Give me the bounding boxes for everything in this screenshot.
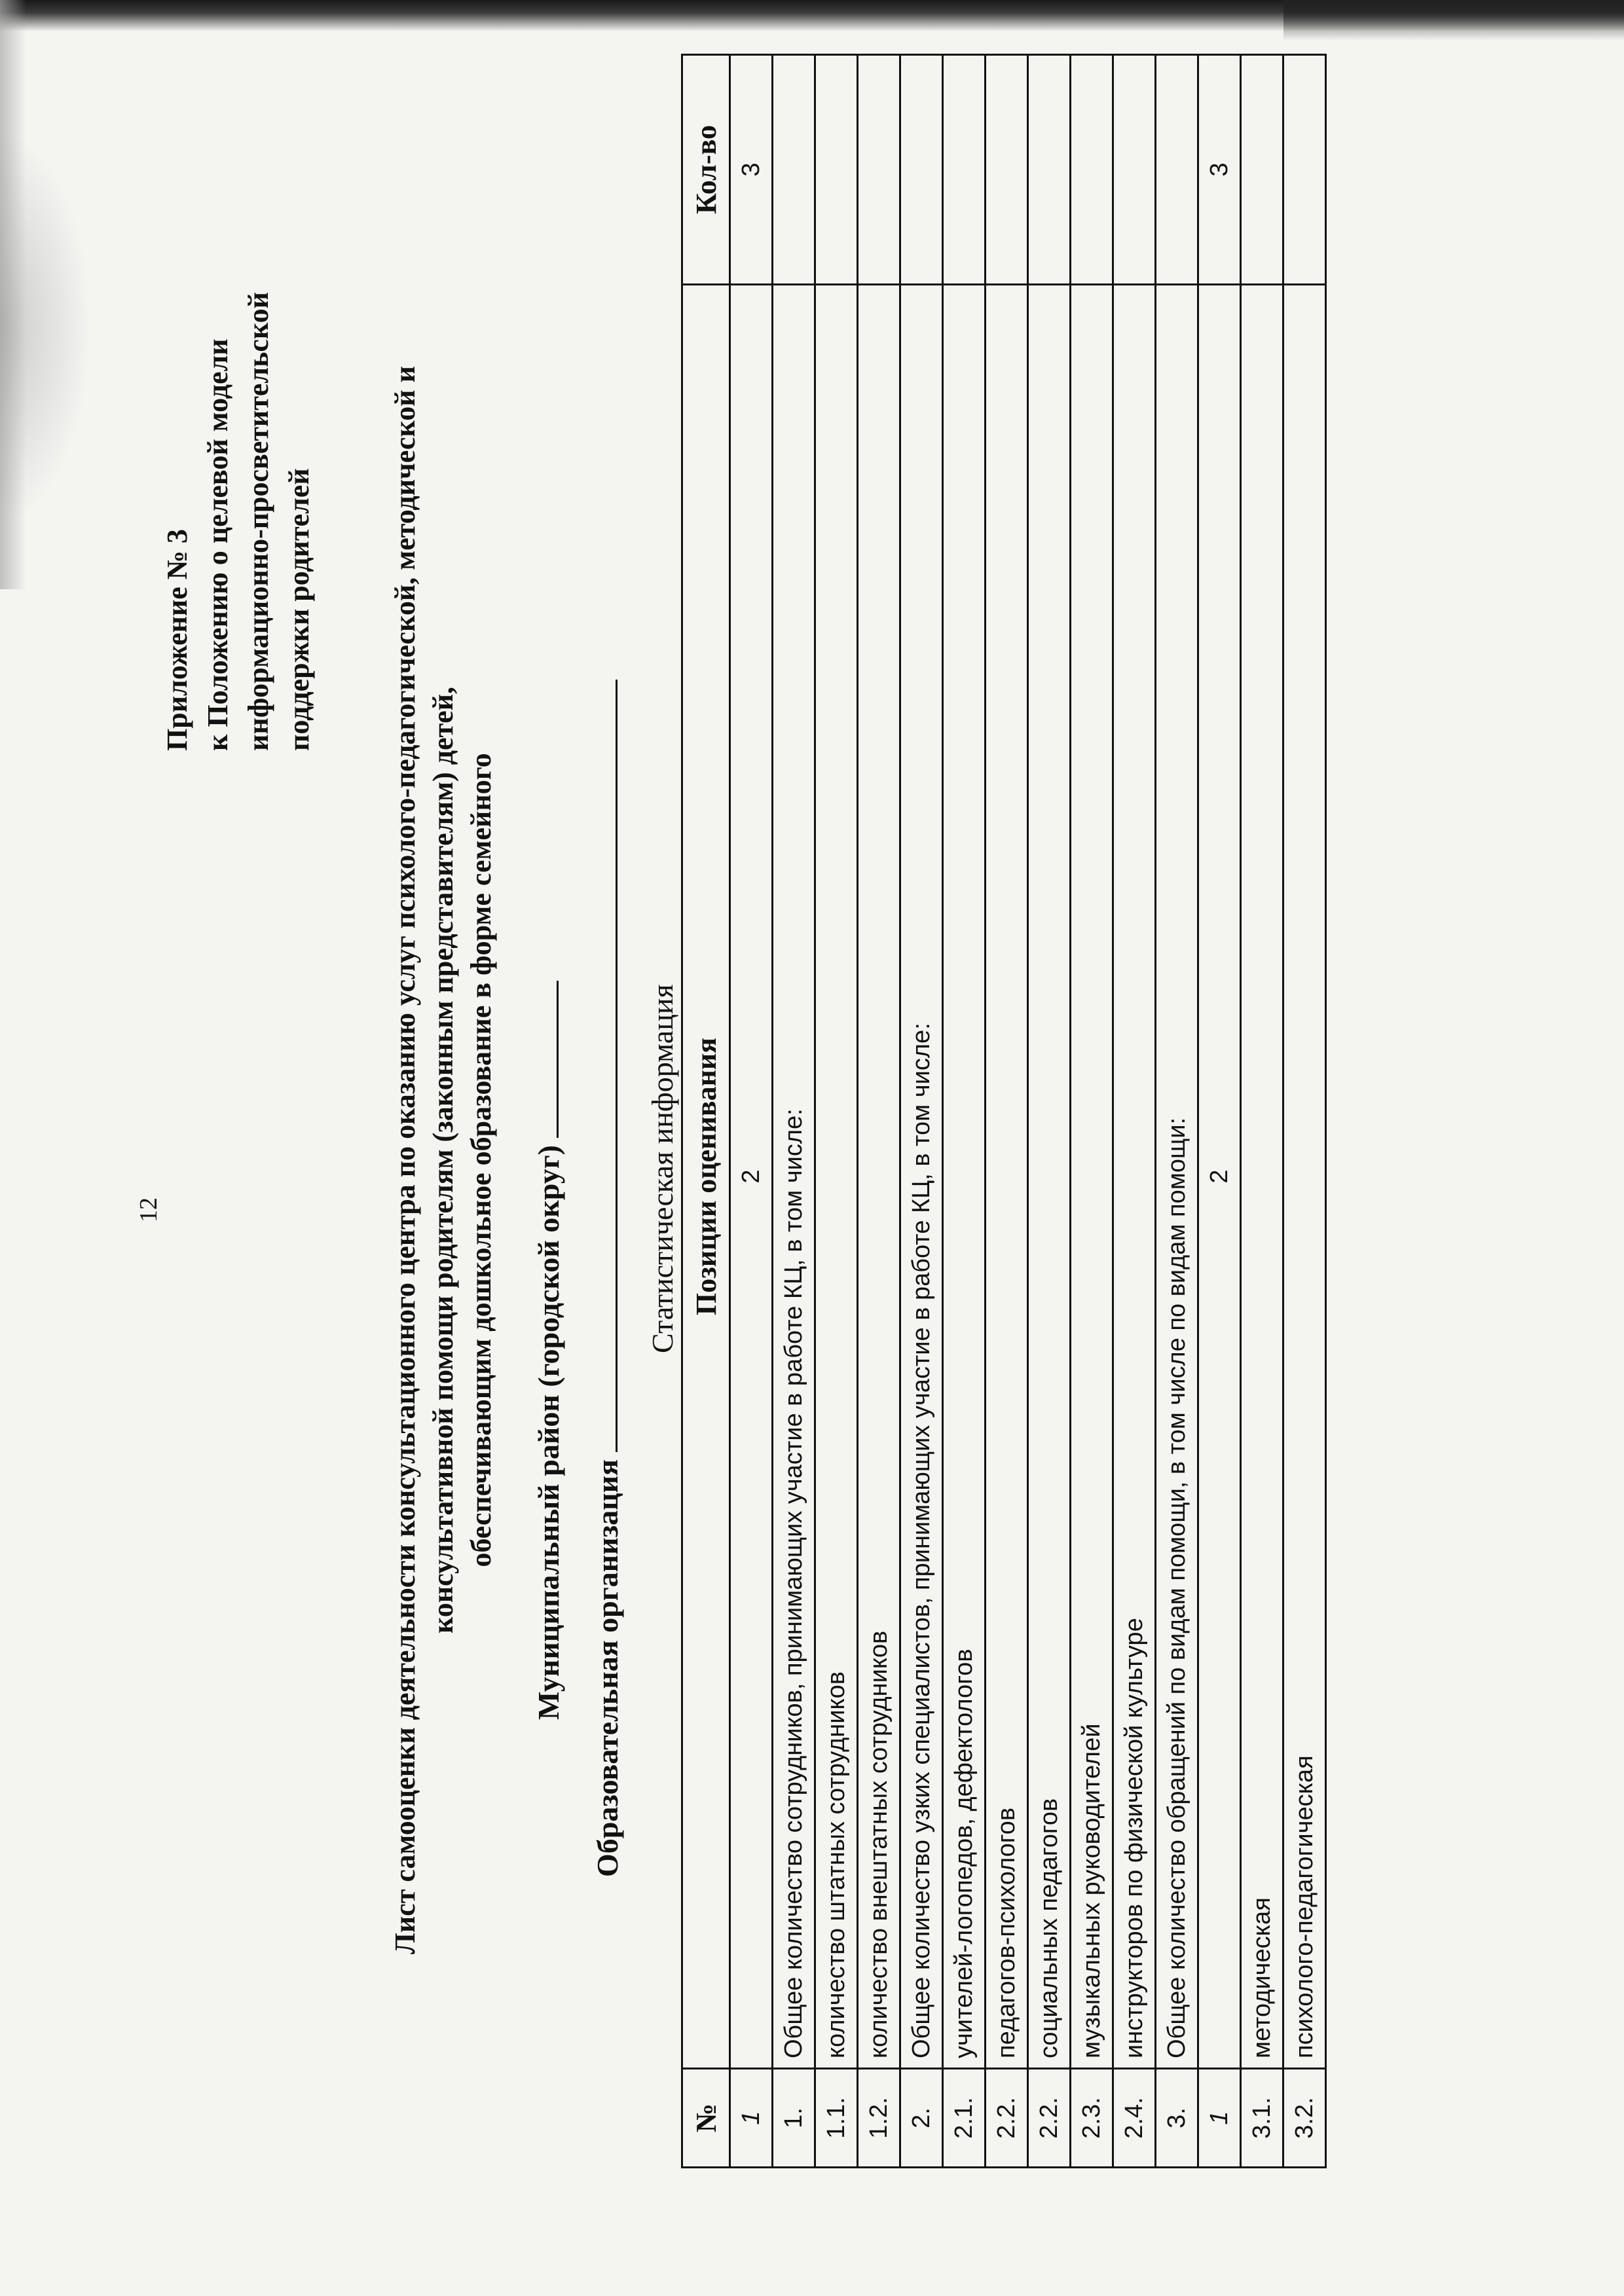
statistics-table <box>681 54 1327 2168</box>
table-row <box>1198 55 1241 2168</box>
row-number: 1.1. <box>815 2069 858 2168</box>
row-quantity[interactable] <box>1241 55 1283 285</box>
municipal-district-label: Муниципальный район (городской округ) <box>532 1145 565 1720</box>
table-row <box>986 55 1028 2168</box>
appendix-line: к Положению о целевой модели <box>202 338 234 751</box>
header-position: Позиции оценивания <box>682 285 730 2069</box>
row-position: Общее количество узких специалистов, принимающих участие в работе КЦ, в том числе: <box>900 285 943 2069</box>
row-quantity[interactable] <box>900 55 943 285</box>
page-number: 12 <box>135 1197 162 1222</box>
row-number: 2.2. <box>986 2069 1028 2168</box>
row-quantity[interactable] <box>1071 55 1113 285</box>
municipal-district-blank[interactable] <box>530 981 559 1138</box>
row-position: Общее количество обращений по видам помощи, в том числе по видам помощи: <box>1156 285 1198 2069</box>
table-row <box>1156 55 1198 2168</box>
document-title <box>386 129 500 2191</box>
row-number: 1 <box>1198 2069 1241 2168</box>
row-position: инструкторов по физической культуре <box>1113 285 1156 2069</box>
row-number: 1. <box>773 2069 815 2168</box>
row-quantity[interactable] <box>1156 55 1198 285</box>
table-row <box>1283 55 1326 2168</box>
row-number: 2.3. <box>1071 2069 1113 2168</box>
table-row <box>943 55 986 2168</box>
header-quantity: Кол-во <box>682 55 730 285</box>
row-quantity: 3 <box>1198 55 1241 285</box>
table-row <box>1241 55 1283 2168</box>
appendix-line: Приложение № 3 <box>161 529 193 751</box>
row-quantity[interactable] <box>1283 55 1326 285</box>
table-row <box>1071 55 1113 2168</box>
title-line: консультативной помощи родителям (законным представителям) детей, <box>427 687 459 1634</box>
row-number: 2.1. <box>943 2069 986 2168</box>
row-position: музыкальных руководителей <box>1071 285 1113 2069</box>
municipal-district-field <box>530 981 566 1720</box>
row-number: 1.2. <box>858 2069 900 2168</box>
row-quantity[interactable] <box>858 55 900 285</box>
row-position: количество штатных сотрудников <box>815 285 858 2069</box>
table-row <box>730 55 773 2168</box>
row-position: психолого-педагогическая <box>1283 285 1326 2069</box>
row-position: 2 <box>1198 285 1241 2069</box>
row-quantity[interactable] <box>1113 55 1156 285</box>
table-row <box>1113 55 1156 2168</box>
organization-label: Образовательная организация <box>591 1459 624 1877</box>
row-position: методическая <box>1241 285 1283 2069</box>
organization-field <box>589 680 625 1877</box>
table-body <box>730 55 1326 2168</box>
appendix-line: поддержки родителей <box>283 468 315 751</box>
row-quantity[interactable] <box>943 55 986 285</box>
row-quantity[interactable] <box>986 55 1028 285</box>
row-position: 2 <box>730 285 773 2069</box>
row-position: количество внештатных сотрудников <box>858 285 900 2069</box>
appendix-line: информационно-просветительской <box>242 291 274 751</box>
table-row <box>900 55 943 2168</box>
row-number: 2. <box>900 2069 943 2168</box>
row-position: учителей-логопедов, дефектологов <box>943 285 986 2069</box>
row-position: социальных педагогов <box>1028 285 1071 2069</box>
table-row <box>1028 55 1071 2168</box>
row-number: 3.1. <box>1241 2069 1283 2168</box>
appendix-header <box>157 96 320 751</box>
row-number: 3.2. <box>1283 2069 1326 2168</box>
table-row <box>858 55 900 2168</box>
title-line: обеспечивающим дошкольное образование в форме семейного <box>465 753 497 1567</box>
row-number: 1 <box>730 2069 773 2168</box>
title-line: Лист самооценки деятельности консультационного центра по оказанию услуг психолого-педагогической, методической и <box>389 366 421 1954</box>
row-number: 3. <box>1156 2069 1198 2168</box>
header-number: № <box>682 2069 730 2168</box>
table-row <box>773 55 815 2168</box>
organization-blank[interactable] <box>589 680 618 1452</box>
row-position: педагогов-психологов <box>986 285 1028 2069</box>
row-quantity[interactable] <box>1028 55 1071 285</box>
row-position: Общее количество сотрудников, принимающих участие в работе КЦ, в том числе: <box>773 285 815 2069</box>
table-header-row <box>682 55 730 2168</box>
row-number: 2.4. <box>1113 2069 1156 2168</box>
row-quantity[interactable] <box>773 55 815 285</box>
row-quantity[interactable] <box>815 55 858 285</box>
table-row <box>815 55 858 2168</box>
table-caption: Статистическая информация <box>646 984 679 1353</box>
row-quantity: 3 <box>730 55 773 285</box>
row-number: 2.2. <box>1028 2069 1071 2168</box>
